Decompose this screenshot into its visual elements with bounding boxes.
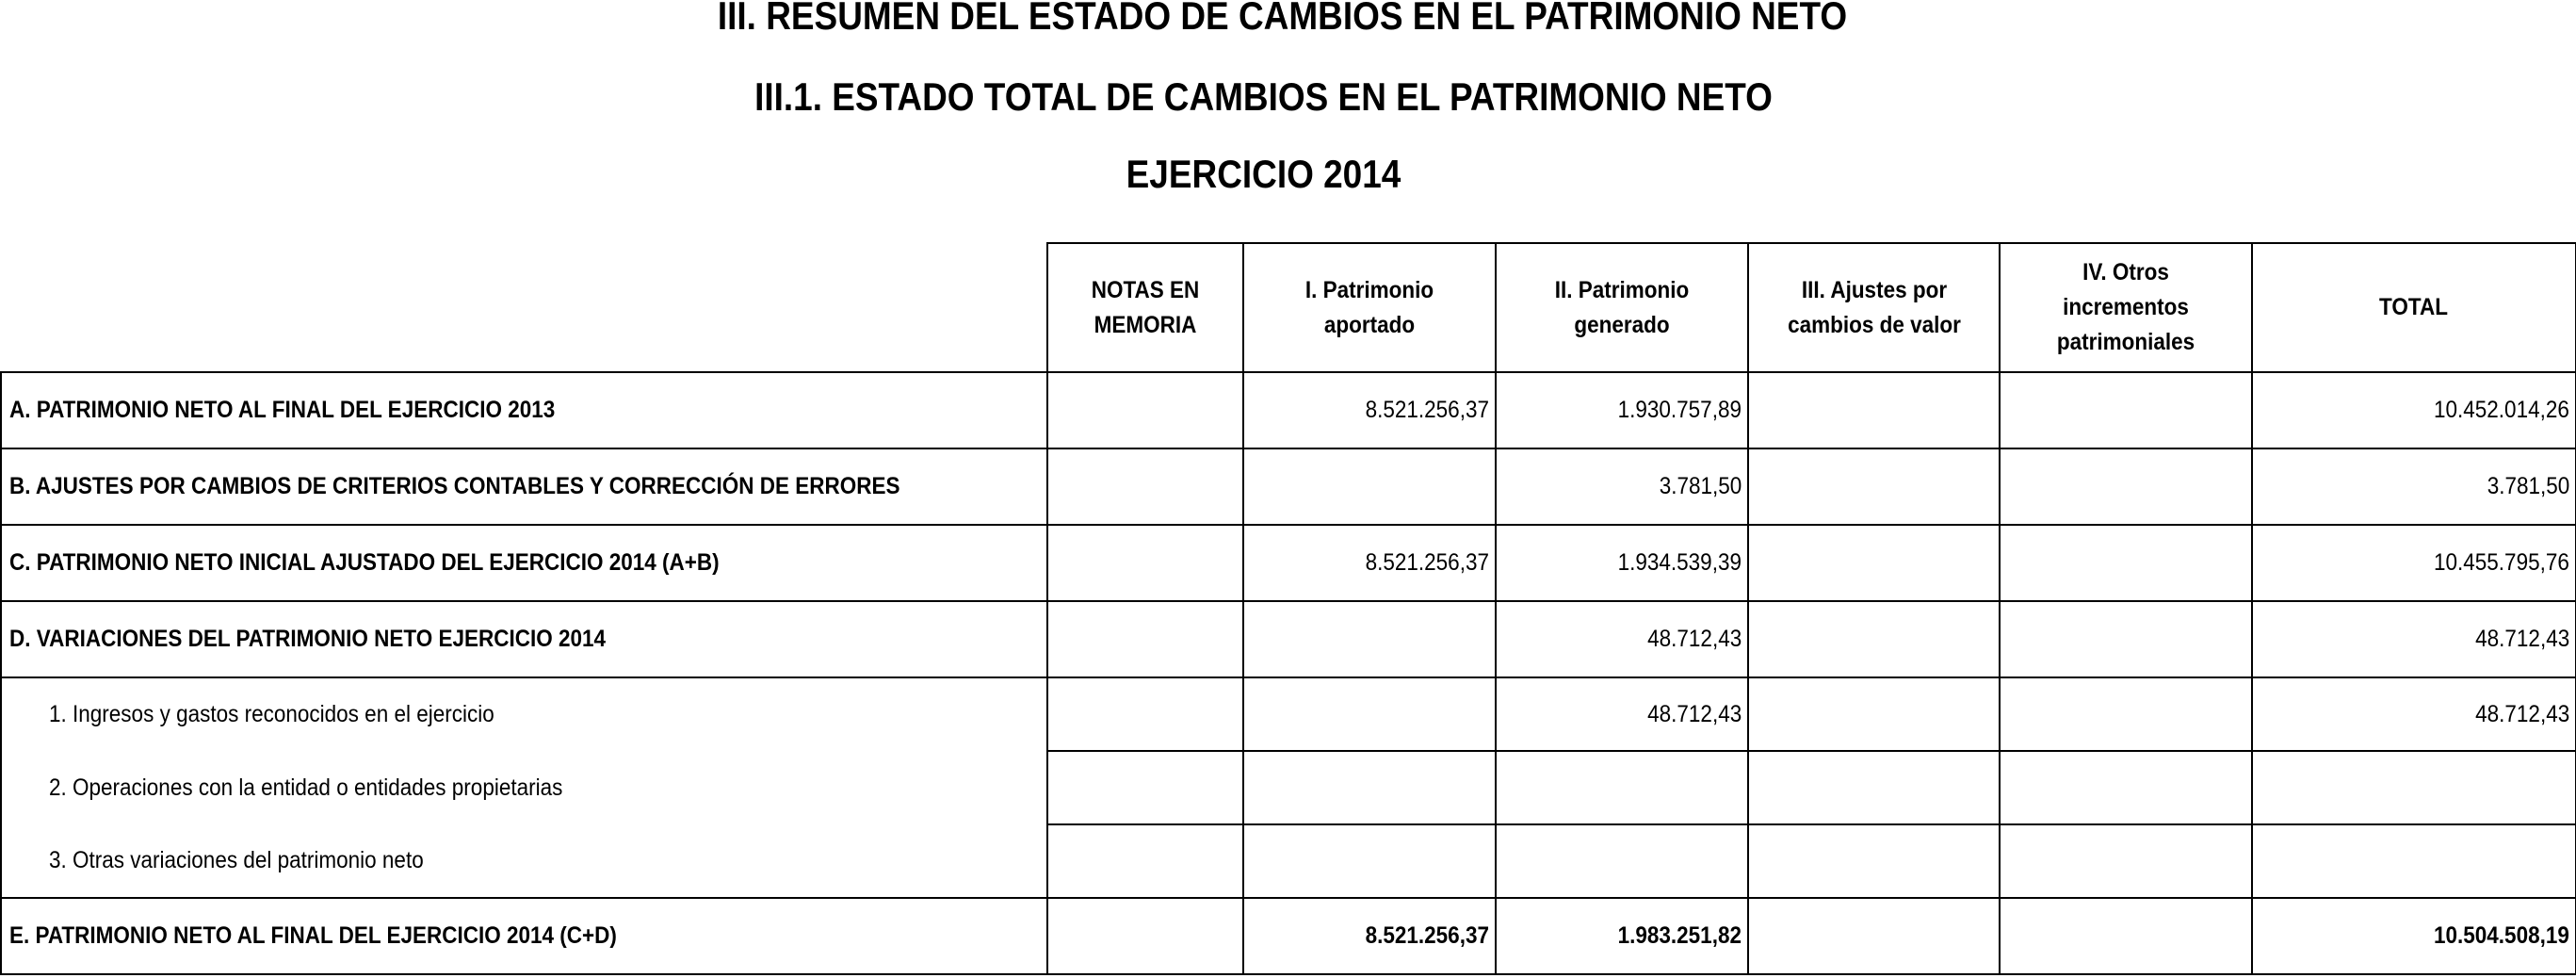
cell-ajustes: [1748, 372, 2000, 448]
report-subtitle: III.1. ESTADO TOTAL DE CAMBIOS EN EL PATRIMONIO NETO: [754, 74, 1773, 119]
header-otros: IV. Otros incrementos patrimoniales: [2000, 243, 2252, 372]
cell-ajustes: [1748, 601, 2000, 677]
cell-generado: 48.712,43: [1496, 677, 1748, 751]
cell-otros: [2000, 677, 2252, 751]
cell-otros: [2000, 751, 2252, 824]
cell-aportado: [1243, 824, 1496, 898]
cell-notas: [1047, 372, 1243, 448]
cell-notas: [1047, 525, 1243, 601]
cell-notas: [1047, 824, 1243, 898]
table-row: [1, 751, 2576, 824]
cell-notas: [1047, 601, 1243, 677]
cell-aportado: [1243, 601, 1496, 677]
table-row: [1, 824, 2576, 898]
cell-ajustes: [1748, 824, 2000, 898]
table-row-total: [1, 898, 2576, 974]
header-row: [1, 243, 2576, 372]
cell-ajustes: [1748, 898, 2000, 974]
header-patrimonio-aportado: I. Patrimonio aportado: [1243, 243, 1496, 372]
cell-generado: 1.930.757,89: [1496, 372, 1748, 448]
header-empty-cell: [1, 243, 1047, 372]
cell-total: [2252, 824, 2576, 898]
row-label: 1. Ingresos y gastos reconocidos en el ejercicio: [1, 677, 1047, 751]
row-label: D. VARIACIONES DEL PATRIMONIO NETO EJERCICIO 2014: [1, 601, 1047, 677]
table-row: [1, 448, 2576, 525]
row-label: 2. Operaciones con la entidad o entidades propietarias: [1, 751, 1047, 824]
cell-aportado: [1243, 448, 1496, 525]
row-label: C. PATRIMONIO NETO INICIAL AJUSTADO DEL EJERCICIO 2014 (A+B): [1, 525, 1047, 601]
cell-total: 3.781,50: [2252, 448, 2576, 525]
cell-total: 10.504.508,19: [2252, 898, 2576, 974]
table-row: [1, 372, 2576, 448]
cell-aportado: [1243, 677, 1496, 751]
row-label: E. PATRIMONIO NETO AL FINAL DEL EJERCICIO 2014 (C+D): [1, 898, 1047, 974]
cell-otros: [2000, 898, 2252, 974]
row-label: 3. Otras variaciones del patrimonio neto: [1, 824, 1047, 898]
cell-notas: [1047, 448, 1243, 525]
table-row: [1, 677, 2576, 751]
cell-notas: [1047, 677, 1243, 751]
patrimonio-neto-table: [0, 242, 2576, 975]
cell-generado: 1.983.251,82: [1496, 898, 1748, 974]
header-patrimonio-generado: II. Patrimonio generado: [1496, 243, 1748, 372]
cell-total: 48.712,43: [2252, 601, 2576, 677]
header-total: TOTAL: [2252, 243, 2576, 372]
report-year: EJERCICIO 2014: [1126, 152, 1401, 196]
cell-aportado: 8.521.256,37: [1243, 898, 1496, 974]
cell-ajustes: [1748, 677, 2000, 751]
cell-otros: [2000, 601, 2252, 677]
cell-otros: [2000, 372, 2252, 448]
cell-generado: 3.781,50: [1496, 448, 1748, 525]
cell-ajustes: [1748, 751, 2000, 824]
row-label: B. AJUSTES POR CAMBIOS DE CRITERIOS CONTABLES Y CORRECCIÓN DE ERRORES: [1, 448, 1047, 525]
header-notas: NOTAS EN MEMORIA: [1047, 243, 1243, 372]
cell-otros: [2000, 824, 2252, 898]
cell-total: 48.712,43: [2252, 677, 2576, 751]
cell-generado: [1496, 751, 1748, 824]
cell-aportado: 8.521.256,37: [1243, 525, 1496, 601]
cell-aportado: 8.521.256,37: [1243, 372, 1496, 448]
cell-generado: 48.712,43: [1496, 601, 1748, 677]
cell-generado: [1496, 824, 1748, 898]
cell-ajustes: [1748, 448, 2000, 525]
cell-ajustes: [1748, 525, 2000, 601]
cell-aportado: [1243, 751, 1496, 824]
cell-otros: [2000, 448, 2252, 525]
report-title: III. RESUMEN DEL ESTADO DE CAMBIOS EN EL PATRIMONIO NETO: [717, 0, 1848, 38]
cell-total: 10.455.795,76: [2252, 525, 2576, 601]
cell-notas: [1047, 751, 1243, 824]
cell-notas: [1047, 898, 1243, 974]
cell-total: [2252, 751, 2576, 824]
row-label: A. PATRIMONIO NETO AL FINAL DEL EJERCICIO 2013: [1, 372, 1047, 448]
table-row: [1, 525, 2576, 601]
cell-otros: [2000, 525, 2252, 601]
table-row: [1, 601, 2576, 677]
cell-total: 10.452.014,26: [2252, 372, 2576, 448]
header-ajustes: III. Ajustes por cambios de valor: [1748, 243, 2000, 372]
cell-generado: 1.934.539,39: [1496, 525, 1748, 601]
